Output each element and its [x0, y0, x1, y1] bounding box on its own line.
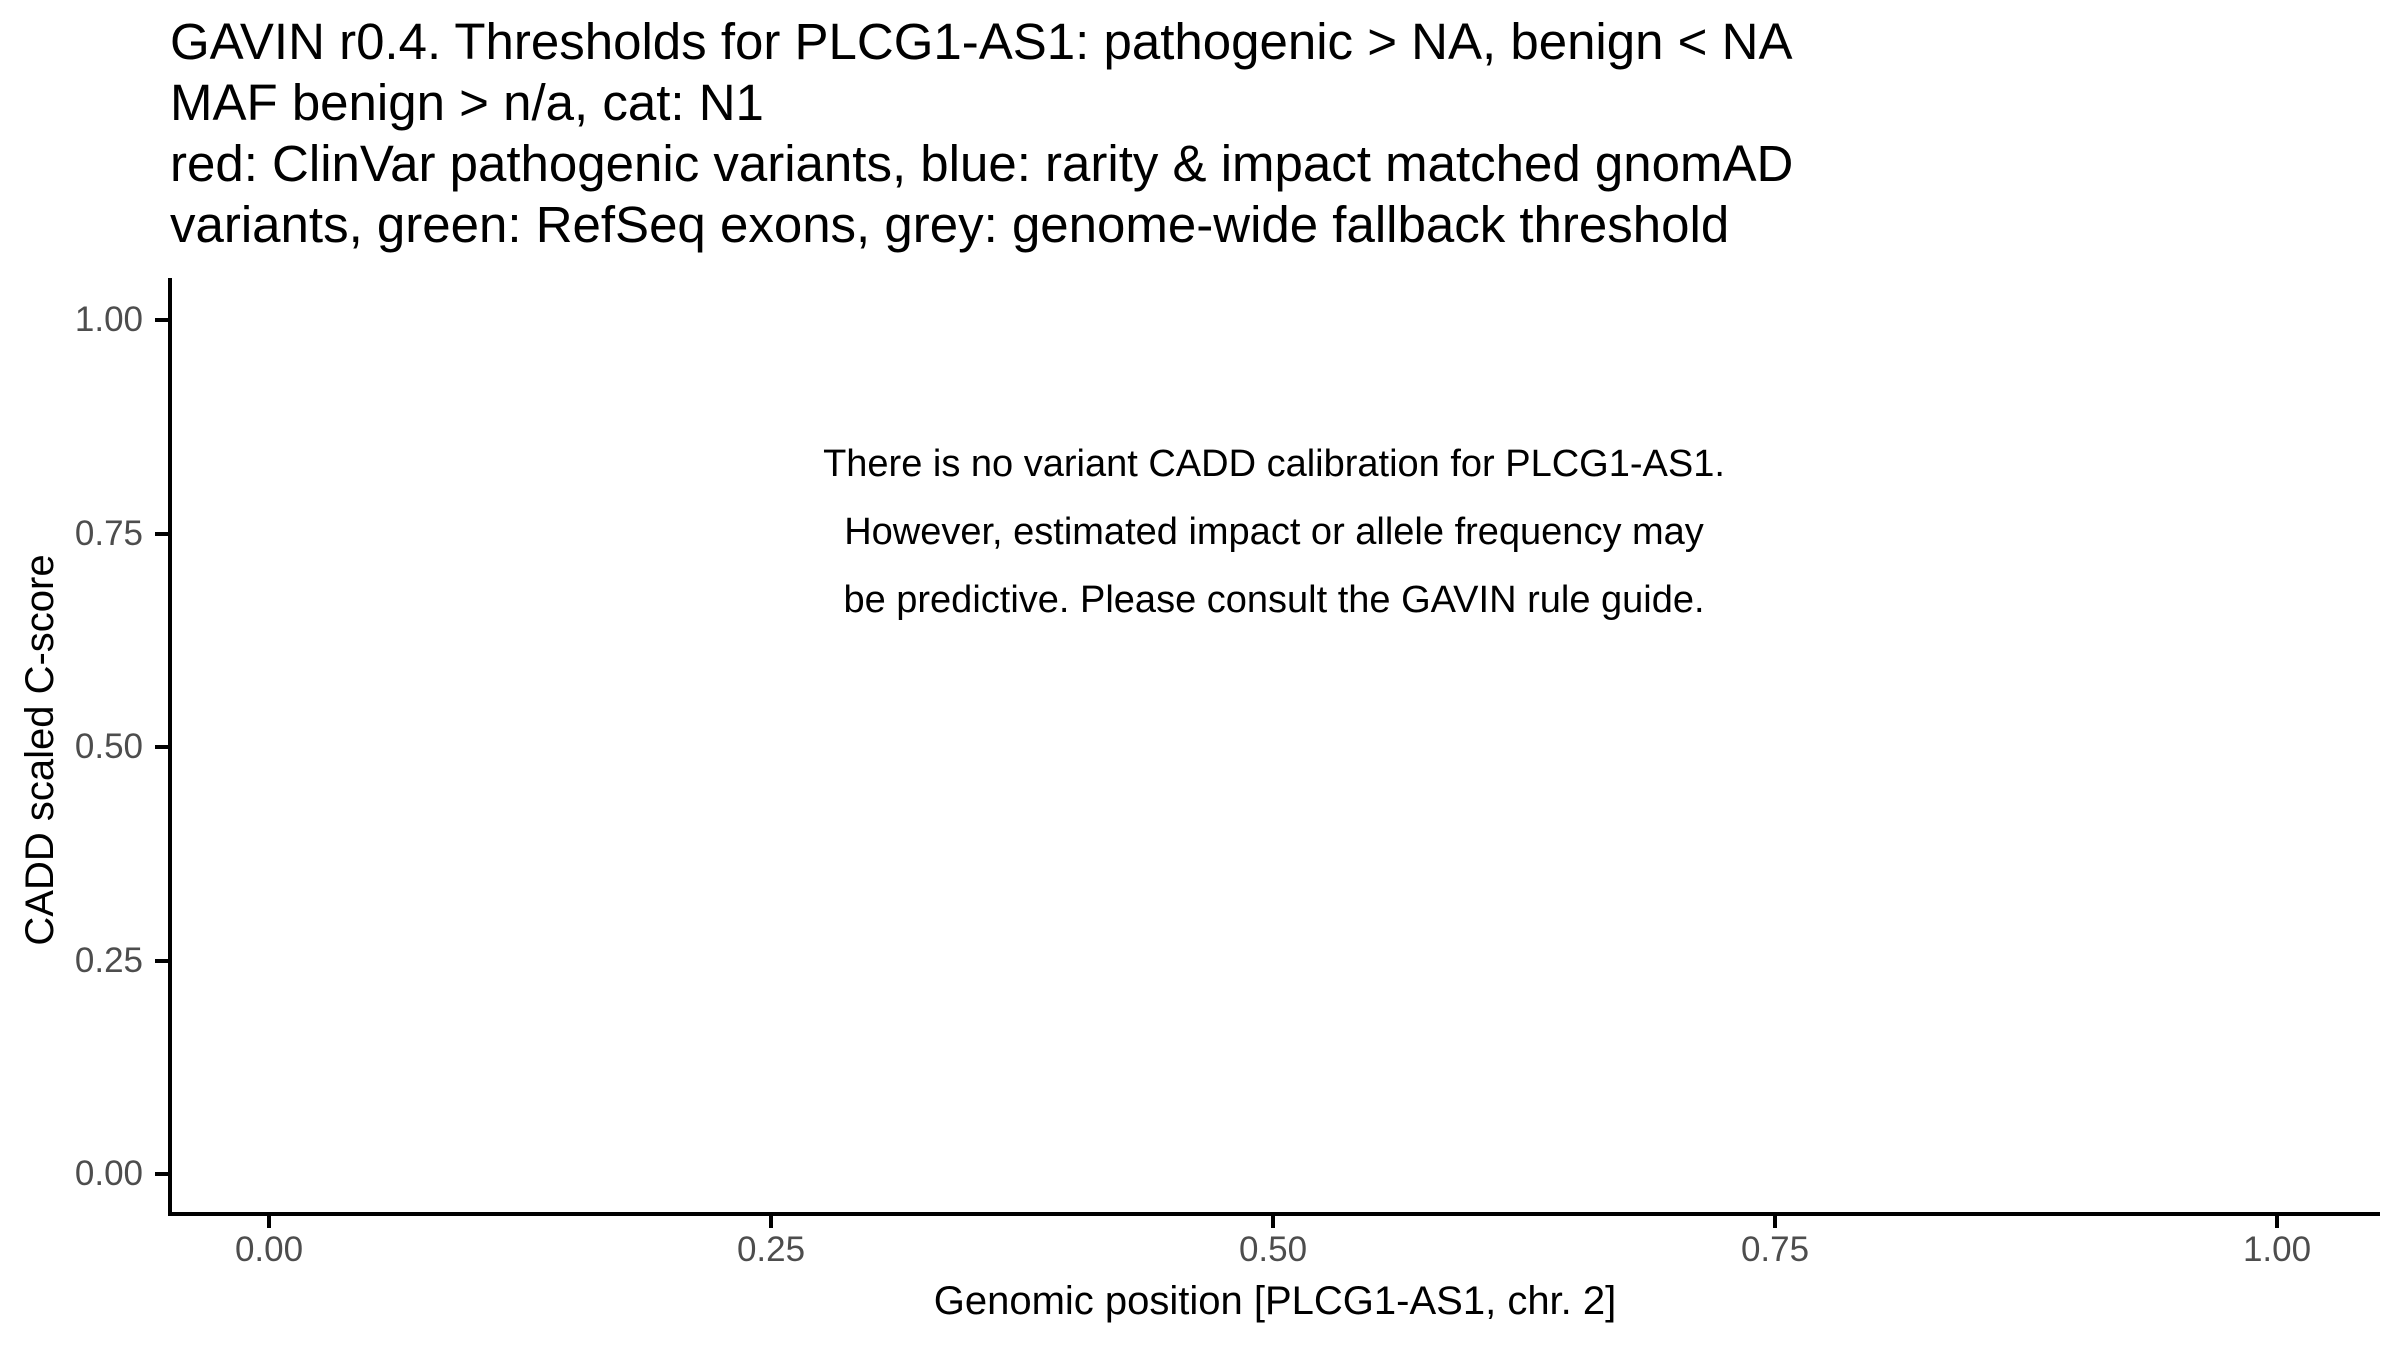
y-tick-mark	[155, 318, 168, 322]
y-tick-label: 0.75	[74, 514, 143, 553]
x-tick-mark	[1271, 1216, 1275, 1228]
x-tick-mark	[2275, 1216, 2279, 1228]
y-tick-label: 0.00	[74, 1154, 143, 1193]
x-tick-label: 1.00	[2242, 1230, 2312, 1269]
annotation-line-2: However, estimated impact or allele frequency may	[844, 511, 1704, 553]
x-tick-mark	[1773, 1216, 1777, 1228]
chart-title-line-3: red: ClinVar pathogenic variants, blue: rarity & impact matched gnomAD	[170, 135, 1794, 192]
x-tick-label: 0.00	[234, 1230, 304, 1269]
y-tick-mark	[155, 959, 168, 963]
chart-title-line-1: GAVIN r0.4. Thresholds for PLCG1-AS1: pathogenic > NA, benign < NA	[170, 13, 1793, 70]
y-axis-line	[168, 278, 172, 1216]
annotation-line-1: There is no variant CADD calibration for PLCG1-AS1.	[823, 443, 1725, 485]
chart-title-line-2: MAF benign > n/a, cat: N1	[170, 74, 764, 131]
panel-annotation	[170, 430, 2378, 634]
x-tick-label: 0.25	[736, 1230, 806, 1269]
x-tick-label: 0.50	[1238, 1230, 1308, 1269]
x-axis-title: Genomic position [PLCG1-AS1, chr. 2]	[933, 1279, 1617, 1323]
x-tick-mark	[769, 1216, 773, 1228]
x-tick-label: 0.75	[1740, 1230, 1810, 1269]
y-axis-title: CADD scaled C-score	[18, 554, 62, 946]
y-tick-mark	[155, 745, 168, 749]
y-tick-label: 0.50	[74, 727, 143, 766]
y-tick-label: 0.25	[74, 941, 143, 980]
y-tick-mark	[155, 1172, 168, 1176]
chart-title	[170, 11, 2370, 255]
x-tick-mark	[267, 1216, 271, 1228]
annotation-line-3: be predictive. Please consult the GAVIN rule guide.	[843, 579, 1705, 621]
y-tick-label: 1.00	[74, 300, 143, 339]
y-tick-mark	[155, 532, 168, 536]
chart-title-line-4: variants, green: RefSeq exons, grey: genome-wide fallback threshold	[170, 196, 1730, 253]
